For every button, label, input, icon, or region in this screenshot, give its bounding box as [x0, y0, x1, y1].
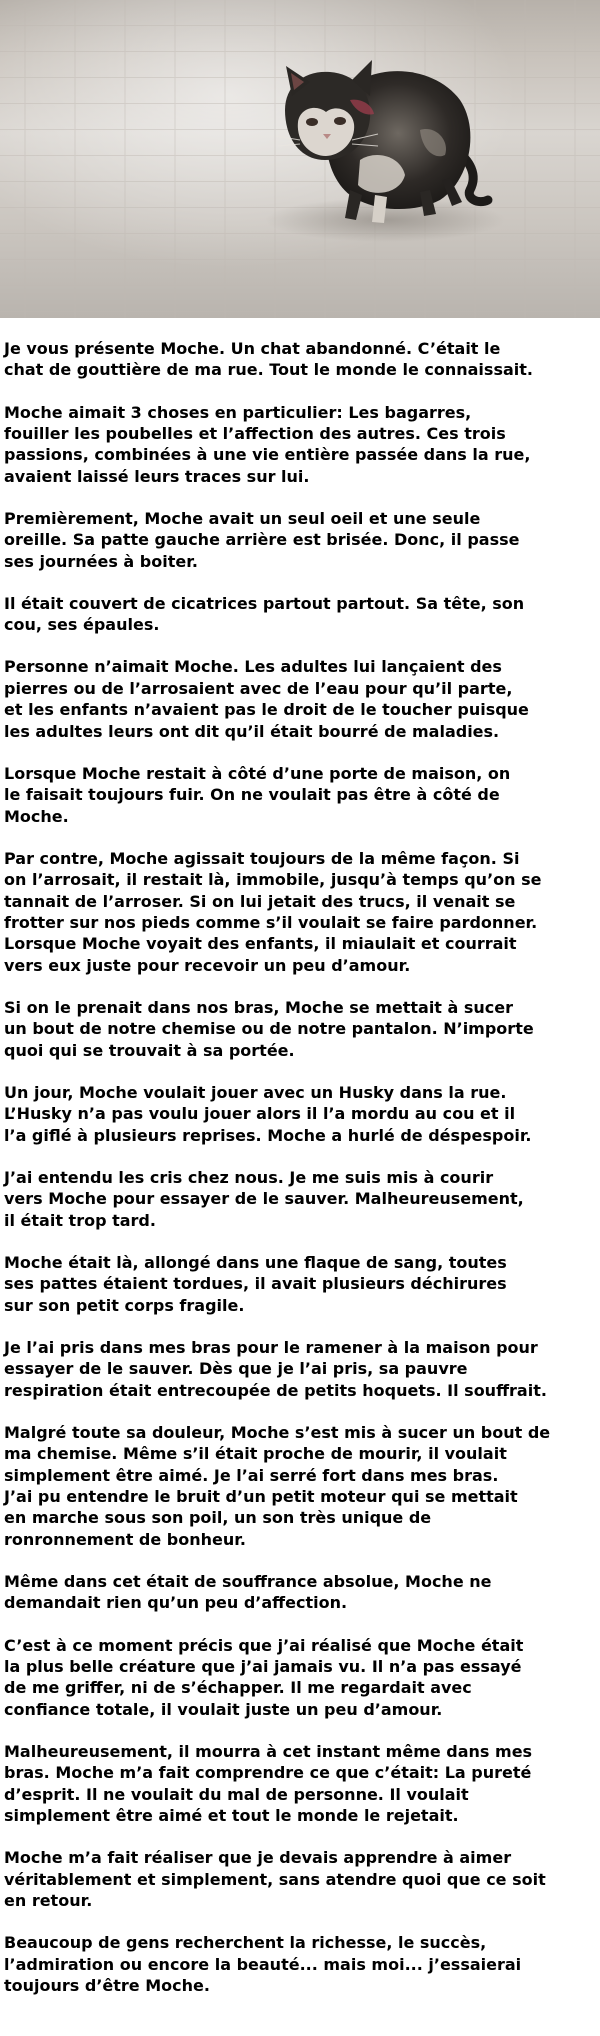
story-line: avaient laissé leurs traces sur lui. [4, 466, 310, 486]
story-line: et les enfants n’avaient pas le droit de le toucher puisque [4, 700, 529, 720]
story-line: Moche m’a fait réaliser que je devais apprendre à aimer [4, 1848, 512, 1868]
story-line: pierres ou de l’arrosaient avec de l’eau pour qu’il parte, [4, 678, 513, 698]
story-line: Je l’ai pris dans mes bras pour le ramener à la maison pour [4, 1337, 538, 1357]
story-line: Je vous présente Moche. Un chat abandonné. C’était le [4, 339, 501, 358]
story-line: quoi qui se trouvait à sa portée. [4, 1040, 295, 1060]
story-paragraph [4, 1167, 596, 1231]
story-line: les adultes leurs ont dit qu’il était bourré de maladies. [4, 721, 500, 741]
story-line: toujours d’être Moche. [4, 1975, 210, 1995]
story-line: Lorsque Moche voyait des enfants, il miaulait et courrait [4, 934, 517, 954]
kitten-photo [0, 0, 600, 318]
story-line: l’admiration ou encore la beauté... mais moi... j’essaierai [4, 1954, 522, 1974]
story-paragraph [4, 997, 596, 1061]
story-line: oreille. Sa patte gauche arrière est brisée. Donc, il passe [4, 530, 520, 550]
story-line: Lorsque Moche restait à côté d’une porte de maison, on [4, 763, 511, 783]
story-line: de me griffer, ni de s’échapper. Il me regardait avec [4, 1678, 472, 1698]
story-paragraph [4, 1741, 596, 1827]
story-paragraph [4, 1635, 596, 1721]
story-line: ma chemise. Même s’il était proche de mourir, il voulait [4, 1444, 507, 1464]
story-line: Premièrement, Moche avait un seul oeil et une seule [4, 508, 481, 528]
kitten-illustration [0, 0, 600, 318]
story-paragraph [4, 1082, 596, 1146]
story-line: vers eux juste pour recevoir un peu d’amour. [4, 955, 411, 975]
story-line: Beaucoup de gens recherchent la richesse, le succès, [4, 1933, 487, 1953]
story-line: bras. Moche m’a fait comprendre ce que c’était: La pureté [4, 1763, 532, 1783]
story-line: véritablement et simplement, sans atendre quoi que ce soit [4, 1869, 546, 1889]
story-line: Par contre, Moche agissait toujours de la même façon. Si [4, 848, 520, 868]
story-line: la plus belle créature que j’ai jamais vu. Il n’a pas essayé [4, 1656, 522, 1676]
story-line: on l’arrosait, il restait là, immobile, jusqu’à temps qu’on se [4, 870, 542, 890]
story-paragraph [4, 1337, 596, 1401]
story-line: Si on le prenait dans nos bras, Moche se mettait à sucer [4, 997, 514, 1017]
story-line: L’Husky n’a pas voulu jouer alors il l’a mordu au cou et il [4, 1104, 516, 1124]
story-line: cou, ses épaules. [4, 615, 160, 635]
story-line: respiration était entrecoupée de petits hoquets. Il souffrait. [4, 1380, 547, 1400]
story-line: Il était couvert de cicatrices partout partout. Sa tête, son [4, 593, 525, 613]
story-line: l’a giflé à plusieurs reprises. Moche a hurlé de déspespoir. [4, 1125, 532, 1145]
story-paragraph [4, 1847, 596, 1911]
story-paragraph [4, 656, 596, 742]
story-paragraph [4, 1571, 596, 1614]
story-line: un bout de notre chemise ou de notre pantalon. N’importe [4, 1019, 534, 1039]
story-line: le faisait toujours fuir. On ne voulait pas être à côté de [4, 785, 500, 805]
story-line: ses pattes étaient tordues, il avait plusieurs déchirures [4, 1274, 507, 1294]
story-line: demandait rien qu’un peu d’affection. [4, 1593, 348, 1613]
story-text [4, 338, 596, 2017]
story-line: Moche aimait 3 choses en particulier: Les bagarres, [4, 402, 472, 422]
story-line: frotter sur nos pieds comme s’il voulait se faire pardonner. [4, 912, 538, 932]
story-line: J’ai entendu les cris chez nous. Je me suis mis à courir [4, 1167, 494, 1187]
story-line: Malgré toute sa douleur, Moche s’est mis à sucer un bout de [4, 1422, 551, 1442]
story-paragraph [4, 338, 596, 381]
story-line: essayer de le sauver. Dès que je l’ai pris, sa pauvre [4, 1359, 468, 1379]
story-line: Moche était là, allongé dans une flaque de sang, toutes [4, 1252, 507, 1272]
story-paragraph [4, 848, 596, 976]
story-line: fouiller les poubelles et l’affection des autres. Ces trois [4, 423, 506, 443]
story-line: ronronnement de bonheur. [4, 1529, 246, 1549]
story-line: en marche sous son poil, un son très unique de [4, 1508, 432, 1528]
story-line: J’ai pu entendre le bruit d’un petit moteur qui se mettait [4, 1486, 518, 1506]
story-line: Un jour, Moche voulait jouer avec un Husky dans la rue. [4, 1082, 507, 1102]
story-line: Moche. [4, 806, 69, 826]
story-paragraph [4, 508, 596, 572]
story-line: passions, combinées à une vie entière passée dans la rue, [4, 445, 531, 465]
story-paragraph [4, 593, 596, 636]
story-paragraph [4, 1932, 596, 1996]
story-line: Malheureusement, il mourra à cet instant même dans mes [4, 1741, 533, 1761]
story-line: chat de gouttière de ma rue. Tout le monde le connaissait. [4, 360, 533, 380]
story-line: Personne n’aimait Moche. Les adultes lui lançaient des [4, 657, 502, 677]
story-line: il était trop tard. [4, 1210, 156, 1230]
story-line: simplement être aimé et tout le monde le rejetait. [4, 1806, 459, 1826]
story-line: C’est à ce moment précis que j’ai réalisé que Moche était [4, 1635, 524, 1655]
story-line: confiance totale, il voulait juste un peu d’amour. [4, 1699, 443, 1719]
story-line: simplement être aimé. Je l’ai serré fort dans mes bras. [4, 1465, 499, 1485]
story-line: en retour. [4, 1891, 93, 1911]
story-line: d’esprit. Il ne voulait du mal de personne. Il voulait [4, 1784, 469, 1804]
story-paragraph [4, 1422, 596, 1550]
story-line: sur son petit corps fragile. [4, 1295, 245, 1315]
story-line: tannait de l’arroser. Si on lui jetait des trucs, il venait se [4, 891, 516, 911]
story-paragraph [4, 402, 596, 488]
story-line: ses journées à boiter. [4, 551, 198, 571]
story-line: Même dans cet était de souffrance absolue, Moche ne [4, 1571, 492, 1591]
story-line: vers Moche pour essayer de le sauver. Malheureusement, [4, 1189, 524, 1209]
story-paragraph [4, 763, 596, 827]
story-paragraph [4, 1252, 596, 1316]
